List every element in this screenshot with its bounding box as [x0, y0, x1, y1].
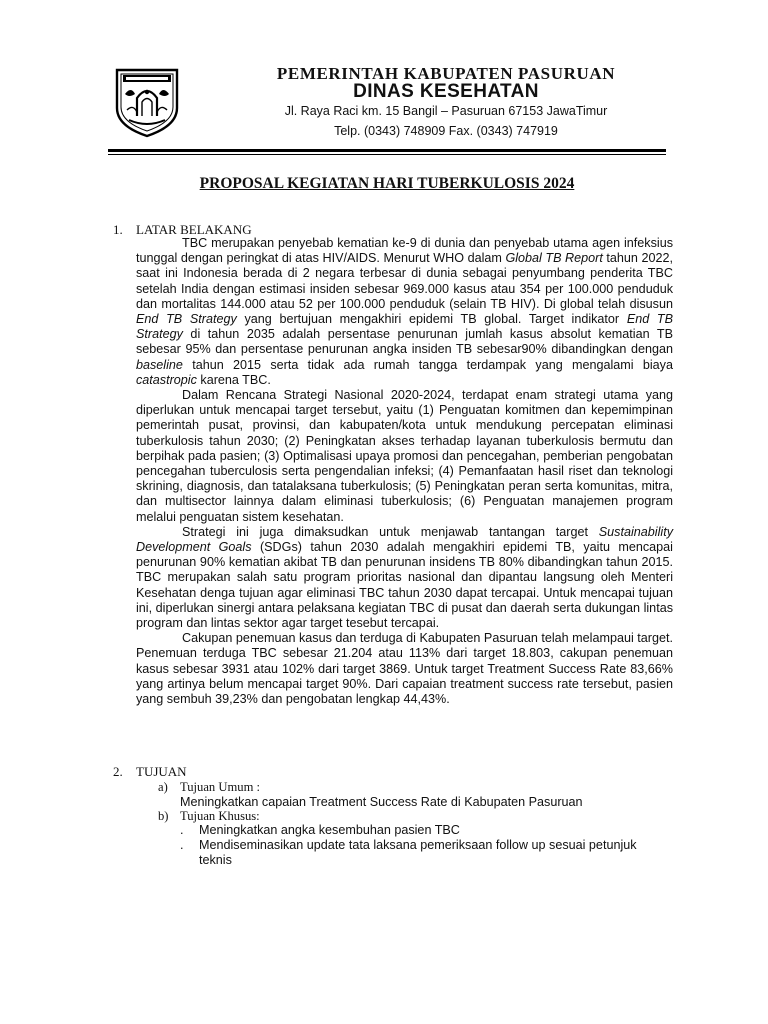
p3-text-b: (SDGs) tahun 2030 adalah mengakhiri epidemi TB, yaitu mencapai penurunan 90% kematian akibat TB dan penurunan insidens TB 80% dibandingkan tahun 2015. TBC merupakan salah satu program prioritas nasional dan dipantau langsung oleh Menteri Kesehatan denga tujuan agar eliminasi TBC tahun 2030 dapat tercapai. Untuk mencapai tujuan ini, diperlukan sinergi antara pelaksana kegiatan TBC di pusat dan daerah serta dukungan lintas program dan lintas sektor agar target tesebut tercapai. — [136, 540, 673, 631]
bullet-marker-2: . — [180, 838, 184, 852]
office-phone: Telp. (0343) 748909 Fax. (0343) 747919 — [334, 124, 558, 138]
p3-italic-sdg: Sustainability Development Goals — [136, 524, 673, 555]
p1-text-a: TBC merupakan penyebab kematian ke-9 di dunia dan penyebab utama agen infeksius tunggal dengan peringkat di atas HIV/AIDS. Menurut WHO dalam — [136, 236, 673, 266]
objective-a-text: Meningkatkan capaian Treatment Success Rate di Kabupaten Pasuruan — [180, 795, 583, 809]
section-1-number: 1. — [113, 222, 123, 237]
objective-a-label: Tujuan Umum : — [180, 780, 261, 794]
p1-text-d: di tahun 2035 adalah persentase penurunan jumlah kasus absolut kematian TB sebesar 95% dan persentase penurunan angka insiden TB sebesar90% dibandingkan dengan — [136, 327, 673, 357]
p1-text-b: tahun 2022, saat ini Indonesia berada di 2 negara terbesar di dunia sebagai penyumbang penderita TBC setelah India dengan estimasi insiden sebesar 969.000 kasus atau 354 per 100.000 penduduk dan mortalitas 144.000 atau 52 per 100.000 penduduk (selain TB HIV). Di global telah disusun — [136, 251, 674, 311]
p1-text-e: tahun 2015 serta tidak ada rumah tangga terdampak yang mengalami biaya — [182, 357, 673, 372]
p1-italic-global-tb-report: Global TB Report — [505, 251, 603, 266]
section-1-body — [136, 236, 673, 707]
paragraph-1 — [136, 236, 673, 388]
objective-b-marker: b) — [158, 809, 169, 823]
section-2-heading: TUJUAN — [136, 764, 187, 779]
p1-italic-end-tb-strategy-1: End TB Strategy — [136, 312, 237, 327]
p1-text-c: yang bertujuan mengakhiri epidemi TB global. Target indikator — [236, 312, 627, 327]
objective-a-marker: a) — [158, 780, 168, 794]
letterhead-divider-thin — [108, 154, 666, 155]
letterhead-divider-thick — [108, 149, 666, 152]
regency-emblem-icon — [109, 64, 185, 140]
bullet-item-2: Mendiseminasikan update tata laksana pemeriksaan follow up sesuai petunjuk teknis — [199, 838, 637, 868]
p3-text-a: Strategi ini juga dimaksudkan untuk menjawab tantangan target — [182, 524, 599, 539]
paragraph-2: Dalam Rencana Strategi Nasional 2020-2024, terdapat enam strategi utama yang diperlukan untuk mencapai target tersebut, yaitu (1) Penguatan komitmen dan kepemimpinan pemerintah pusat, provinsi, dan kabupaten/kota untuk mendukung percepatan eliminasi tuberkulosis tahun 2030; (2) Peningkatan akses terhadap layanan tuberkulosis bermutu dan berpihak pada pasien; (3) Optimalisasi upaya promosi dan pencegahan, pemberian pengobatan pencegahan tuberculosis serta pengendalian infeksi; (4) Pemanfaatan hasil riset dan teknologi skrining, diagnosis, dan tatalaksana tuberkulosis; (5) Peningkatan peran serta komunitas, mitra, dan multisector lainnya dalam eliminasi tuberkulosis; (6) Penguatan manajemen program melalui penguatan sistem kesehatan. — [136, 388, 673, 524]
paragraph-4: Cakupan penemuan kasus dan terduga di Kabupaten Pasuruan telah melampaui target. Penemuan terduga TBC sebesar 21.204 atau 113% dari target 18.803, cakupan penemuan kasus sebesar 3931 atau 102% dari target 3869. Untuk target Treatment Success Rate 83,66% yang artinya belum mencapai target 90%. Dari capaian treatment success rate tersebut, pasien yang sembuh 39,23% dan pengobatan lengkap 44,43%. — [136, 631, 673, 707]
section-2-number: 2. — [113, 764, 123, 779]
bullet-item-1: Meningkatkan angka kesembuhan pasien TBC — [199, 823, 460, 837]
bullet-marker-1: . — [180, 823, 184, 837]
p1-italic-baseline: baseline — [136, 357, 183, 372]
p1-italic-catastropic: catastropic — [136, 372, 197, 387]
objective-b-label: Tujuan Khusus: — [180, 809, 260, 823]
p1-text-f: karena TBC. — [196, 372, 271, 387]
document-title: PROPOSAL KEGIATAN HARI TUBERKULOSIS 2024 — [199, 175, 575, 192]
department-name: DINAS KESEHATAN — [353, 81, 539, 102]
office-address: Jl. Raya Raci km. 15 Bangil – Pasuruan 67153 JawaTimur — [284, 104, 608, 118]
section-1-heading: LATAR BELAKANG — [136, 222, 252, 237]
government-name: PEMERINTAH KABUPATEN PASURUAN — [276, 64, 616, 83]
paragraph-3 — [136, 525, 673, 631]
p1-italic-end-tb-strategy-2: End TB Strategy — [136, 312, 673, 342]
